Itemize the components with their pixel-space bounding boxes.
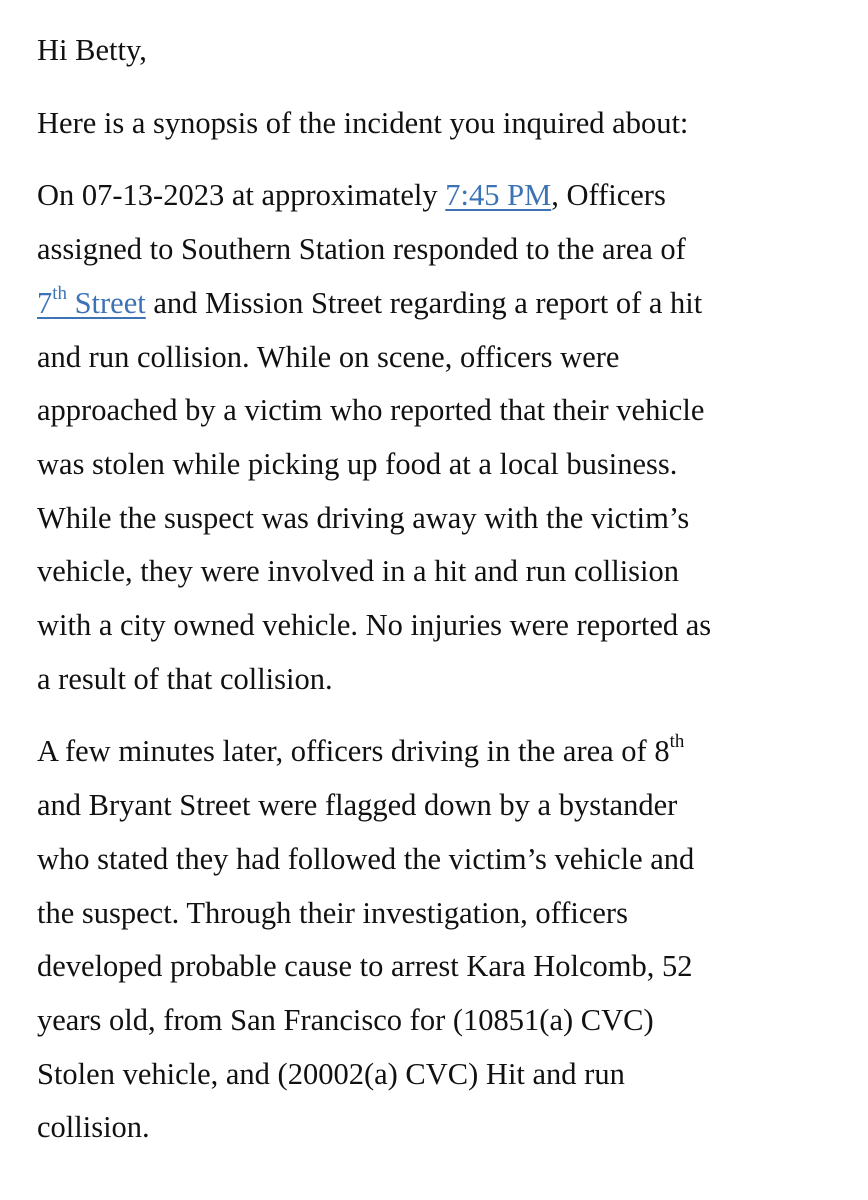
p2-line-8: collision. — [37, 1110, 150, 1145]
p2-line-4: the suspect. Through their investigation, officers — [37, 895, 628, 930]
p2-line-7: Stolen vehicle, and (20002(a) CVC) Hit and run — [37, 1056, 625, 1091]
p1-line-9: with a city owned vehicle. No injuries were reported as — [37, 608, 712, 643]
p1-line-10: a result of that collision. — [37, 661, 333, 696]
p1-line-1: On 07-13-2023 at approximately 7:45 PM, Officers — [37, 178, 666, 213]
incident-paragraph-2 — [37, 725, 837, 1155]
p2-line-1: A few minutes later, officers driving in the area of 8th — [37, 731, 685, 769]
greeting — [37, 24, 837, 78]
greeting-text: Hi Betty, — [37, 33, 147, 67]
intro-paragraph — [37, 97, 837, 151]
street-link[interactable]: 7th Street — [37, 282, 146, 320]
p2-line-6: years old, from San Francisco for (10851(a) CVC) — [37, 1002, 654, 1037]
p2-line-2: and Bryant Street were flagged down by a bystander — [37, 788, 678, 823]
p1-line-5: approached by a victim who reported that their vehicle — [37, 393, 705, 428]
p1-line-7: While the suspect was driving away with the victim’s — [37, 500, 690, 535]
p1-line-2: assigned to Southern Station responded to the area of — [37, 232, 686, 267]
p1-line-6: was stolen while picking up food at a local business. — [37, 446, 678, 481]
email-body — [37, 24, 837, 1155]
intro-text: Here is a synopsis of the incident you inquired about: — [37, 105, 689, 140]
p2-line-5: developed probable cause to arrest Kara Holcomb, 52 — [37, 949, 693, 984]
p1-line-3: 7th Street and Mission Street regarding a report of a hit — [37, 282, 703, 320]
p1-line-8: vehicle, they were involved in a hit and run collision — [37, 554, 680, 589]
incident-paragraph-1 — [37, 169, 837, 706]
p1-line-4: and run collision. While on scene, officers were — [37, 339, 620, 374]
time-link[interactable]: 7:45 PM — [445, 178, 552, 213]
p2-line-3: who stated they had followed the victim’s vehicle and — [37, 841, 695, 876]
